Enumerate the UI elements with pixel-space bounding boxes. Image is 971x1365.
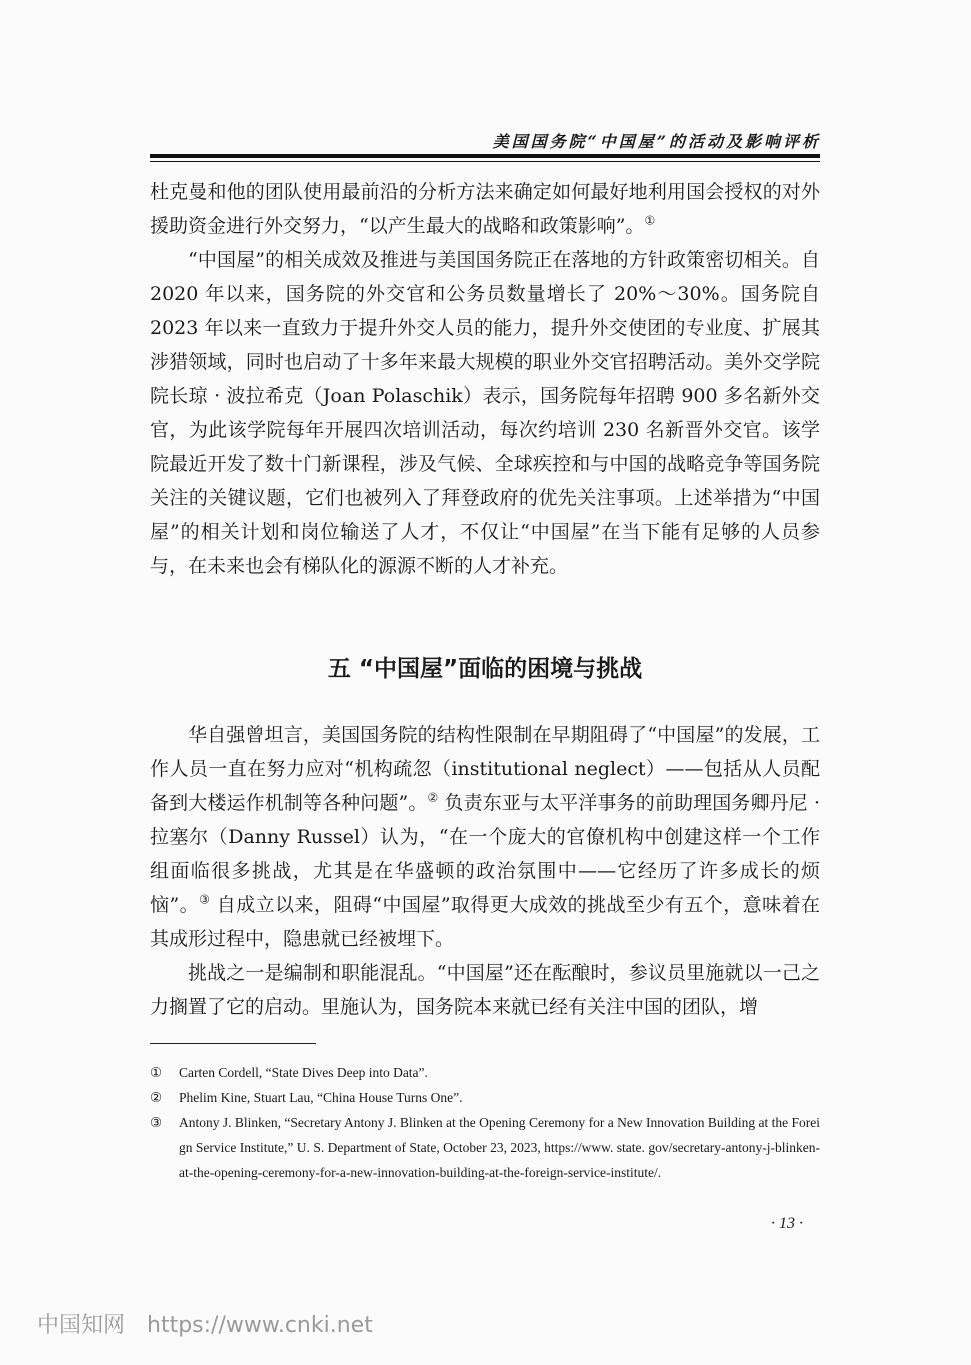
- watermark-site-name: 中国知网: [37, 1313, 126, 1338]
- paragraph-text: 自成立以来，阻碍“中国屋”取得更大成效的挑战至少有五个，意味着在其成形过程中，隐患就已经被埋下。: [150, 894, 821, 950]
- footnote-text: Phelim Kine, Stuart Lau, “China House Turns One”.: [179, 1090, 463, 1105]
- watermark-url[interactable]: https://www.cnki.net: [147, 1313, 373, 1338]
- footnote-ref-3[interactable]: ③: [199, 892, 211, 907]
- section-body-lower: [150, 718, 820, 1024]
- running-head-title: 美国国务院“中国屋”的活动及影响评析: [492, 132, 821, 151]
- footnote-item: [150, 1085, 820, 1110]
- footnote-number: ②: [150, 1090, 163, 1105]
- paragraph-challenges-intro: [150, 718, 820, 956]
- footnote-text[interactable]: Antony J. Blinken, “Secretary Antony J. Blinken at the Opening Ceremony for a New Innovation Building at the Foreign Service Institute,” U. S. Department of State, October 23, 2023, https://www. state. gov/secretary-antony-j-blinken-at-the-opening-ceremony-for-a-new-innovation-building-at-the-foreign-service-institute/.: [179, 1115, 820, 1180]
- paragraph-text: 杜克曼和他的团队使用最前沿的分析方法来确定如何最好地利用国会授权的对外援助资金进行外交努力，“以产生最大的战略和政策影响”。: [150, 181, 820, 237]
- paragraph-text: 负责东亚与太平洋事务的前助理国务卿丹尼 · 拉塞尔（Danny Russel）认为，“在一个庞大的官僚机构中创建这样一个工作组面临很多挑战，尤其是在华盛顿的政治氛围中——它经历了许多成长的烦恼”。: [150, 792, 821, 916]
- footnote-number: ③: [150, 1115, 163, 1130]
- footnote-ref-2[interactable]: ②: [427, 790, 439, 805]
- section-heading: 五 “中国屋”面临的困境与挑战: [327, 656, 643, 682]
- header-rule-thin: [150, 161, 820, 162]
- paragraph-continuation: [150, 175, 820, 243]
- footnote-item: [150, 1060, 820, 1085]
- header-rule-thick: [150, 154, 820, 158]
- paragraph-text: 华自强曾坦言，美国国务院的结构性限制在早期阻碍了“中国屋”的发展，工作人员一直在努力应对“机构疏忽（institutional neglect）——包括从人员配备到大楼运作机制等各种问题”。: [150, 724, 820, 814]
- footnote-number: ①: [150, 1065, 163, 1080]
- footnote-ref-1[interactable]: ①: [644, 213, 656, 228]
- paragraph-china-house-results: “中国屋”的相关成效及推进与美国国务院正在落地的方针政策密切相关。自 2020 年以来，国务院的外交官和公务员数量增长了 20%～30%。国务院自 2023 年以来一直致力于提升外交人员的能力，提升外交使团的专业度、扩展其涉猎领域，同时也启动了十多年来最大规模的职业外交官招聘活动。美外交学院院长琼 · 波拉希克（Joan Polaschik）表示，国务院每年招聘 900 多名新外交官，为此该学院每年开展四次培训活动，每次约培训 230 名新晋外交官。该学院最近开发了数十门新课程，涉及气候、全球疾控和与中国的战略竞争等国务院关注的关键议题，它们也被列入了拜登政府的优先关注事项。上述举措为“中国屋”的相关计划和岗位输送了人才，不仅让“中国屋”在当下能有足够的人员参与，在未来也会有梯队化的源源不断的人才补充。: [150, 249, 820, 577]
- page-number: · 13 ·: [771, 1215, 803, 1232]
- footnote-divider: [150, 1043, 316, 1044]
- footnotes: [150, 1060, 820, 1185]
- paragraph-challenge-one: 挑战之一是编制和职能混乱。“中国屋”还在酝酿时，参议员里施就以一己之力搁置了它的启动。里施认为，国务院本来就已经有关注中国的团队，增: [150, 962, 820, 1018]
- footnote-text: Carten Cordell, “State Dives Deep into Data”.: [179, 1065, 428, 1080]
- footnote-item: [150, 1110, 820, 1185]
- section-body-upper: [150, 175, 820, 583]
- cnki-watermark: [37, 1308, 373, 1339]
